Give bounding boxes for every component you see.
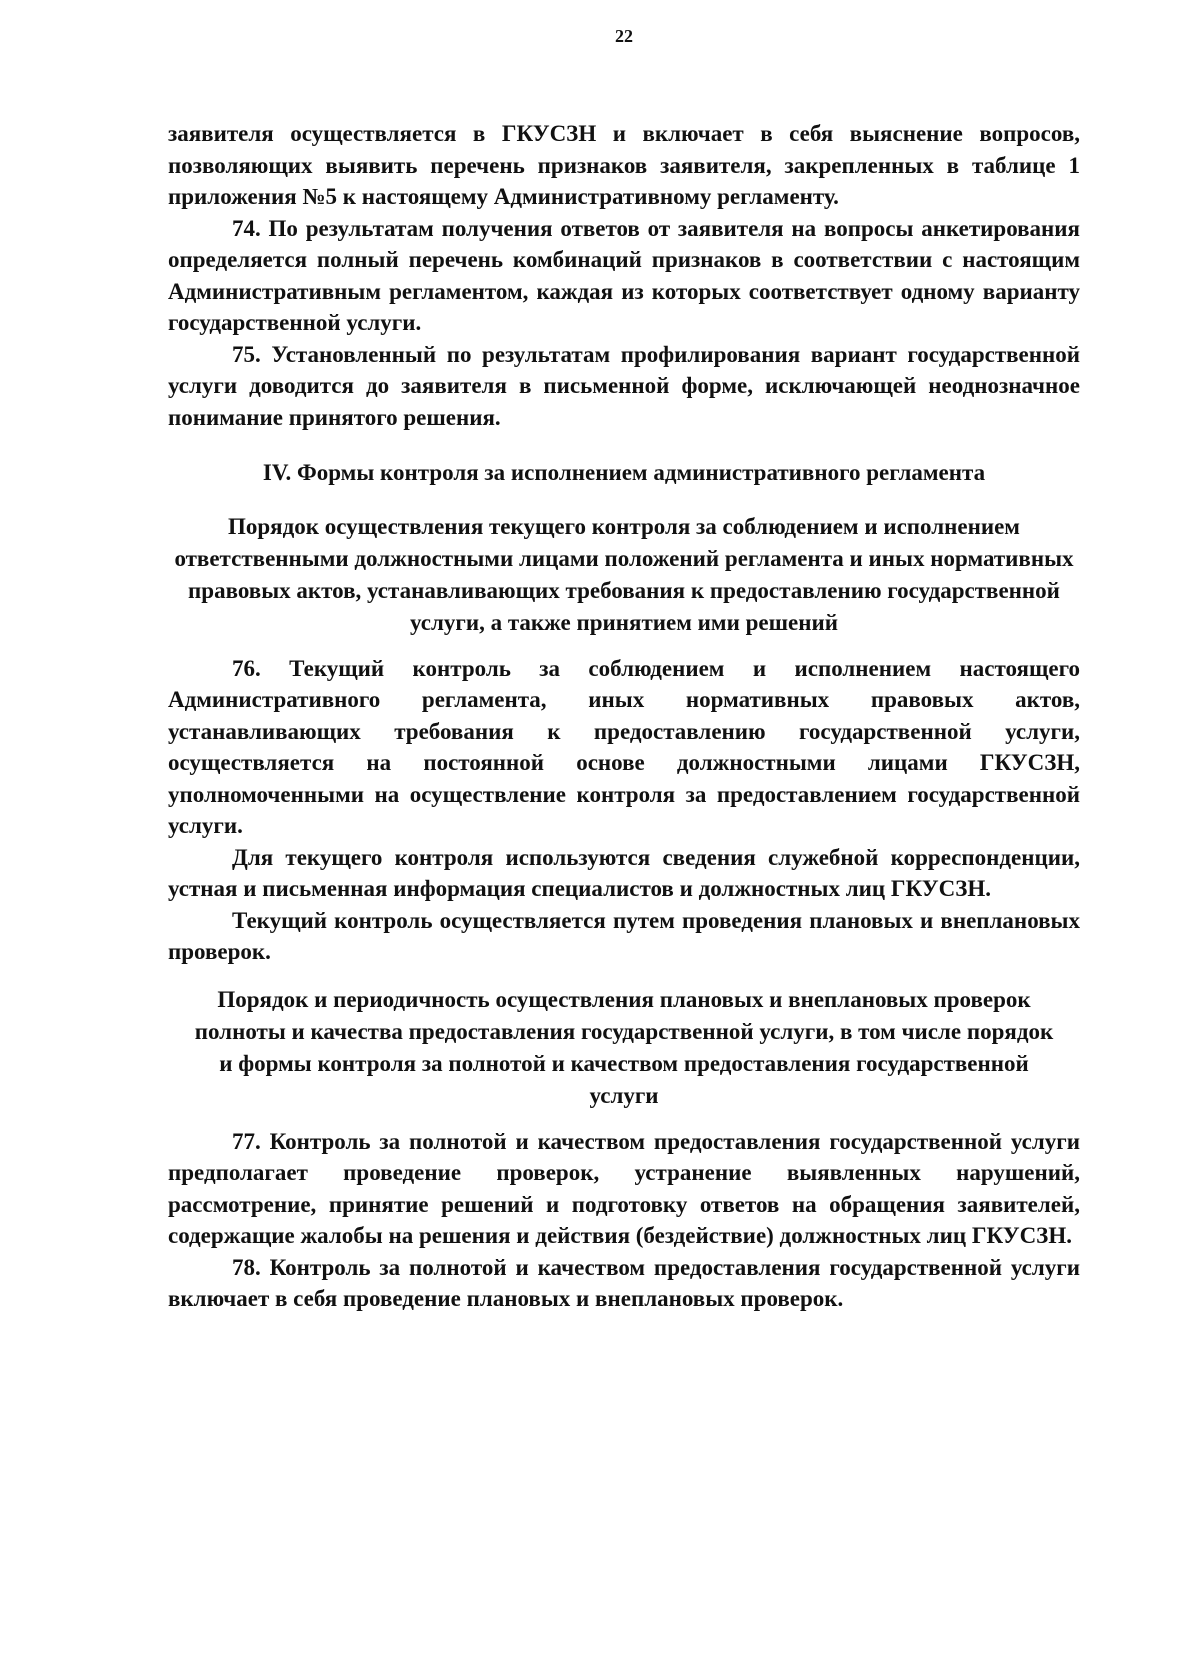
paragraph-75: 75. Установленный по результатам профилирования вариант государственной услуги доводится до заявителя в письменной форме, исключающей неоднозначное понимание принятого решения. <box>168 341 1080 430</box>
paragraph-78: 78. Контроль за полнотой и качеством предоставления государственной услуги включает в себя проведение плановых и внеплановых проверок. <box>168 1254 1080 1311</box>
subsection-title-current-control: Порядок осуществления текущего контроля за соблюдением и исполнением ответственными должностными лицами положений регламента и иных нормативных правовых актов, устанавливающих требования к предоставлению государственной услуги, а также принятием ими решений <box>174 513 1074 635</box>
page-number: 22 <box>615 26 633 46</box>
section-title-iv: IV. Формы контроля за исполнением административного регламента <box>262 460 986 485</box>
paragraph-74: 74. По результатам получения ответов от заявителя на вопросы анкетирования определяется полный перечень комбинаций признаков в соответствии с настоящим Административным регламентом, каждая из которых соответствует одному варианту государственной услуги. <box>168 215 1080 335</box>
subsection-title-inspections: Порядок и периодичность осуществления плановых и внеплановых проверок полноты и качества предоставления государственной услуги, в том числе порядок и формы контроля за полнотой и качеством предоставления государственной услуги <box>194 986 1054 1108</box>
paragraph-76-checks: Текущий контроль осуществляется путем проведения плановых и внеплановых проверок. <box>168 907 1080 964</box>
paragraph-77: 77. Контроль за полнотой и качеством предоставления государственной услуги предполагает проведение проверок, устранение выявленных нарушений, рассмотрение, принятие решений и подготовку ответов на обращения заявителей, содержащие жалобы на решения и действия (бездействие) должностных лиц ГКУСЗН. <box>168 1128 1080 1248</box>
document-page <box>168 18 1080 1315</box>
paragraph-intro: заявителя осуществляется в ГКУСЗН и включает в себя выяснение вопросов, позволяющих выявить перечень признаков заявителя, закрепленных в таблице 1 приложения №5 к настоящему Административному регламенту. <box>168 121 1080 209</box>
paragraph-76: 76. Текущий контроль за соблюдением и исполнением настоящего Административного регламента, иных нормативных правовых актов, устанавливающих требования к предоставлению государственной услуги, осуществляется на постоянной основе должностными лицами ГКУСЗН, уполномоченными на осуществление контроля за предоставлением государственной услуги. <box>168 655 1080 838</box>
paragraph-76-sources: Для текущего контроля используются сведения служебной корреспонденции, устная и письменная информация специалистов и должностных лиц ГКУСЗН. <box>168 844 1080 901</box>
